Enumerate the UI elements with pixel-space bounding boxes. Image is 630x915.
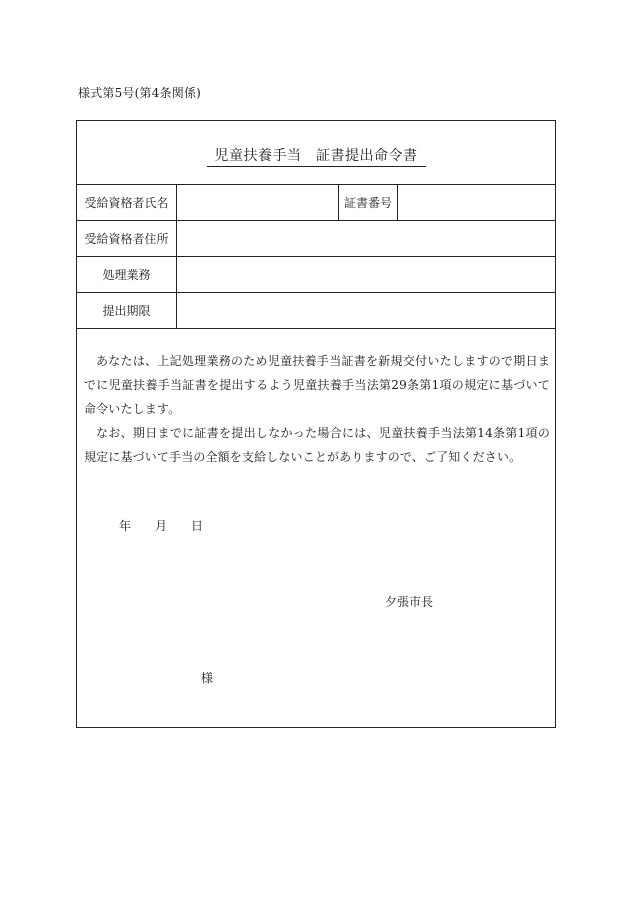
issue-date	[119, 517, 203, 534]
title-row	[77, 121, 555, 185]
order-body-text	[84, 349, 550, 469]
document-title-text: 児童扶養手当 証書提出命令書	[207, 145, 426, 167]
deadline-field[interactable]	[178, 293, 554, 328]
row-processing-task	[77, 257, 555, 293]
recipient-address-label: 受給資格者住所	[77, 221, 177, 256]
document-title	[77, 145, 555, 167]
row-deadline	[77, 293, 555, 329]
processing-task-label: 処理業務	[77, 257, 177, 292]
recipient-honorific: 様	[201, 671, 214, 685]
date-year: 年	[119, 519, 132, 533]
date-day: 日	[191, 519, 204, 533]
recipient-address-field[interactable]	[178, 221, 554, 256]
recipient-name-label: 受給資格者氏名	[77, 185, 177, 220]
body-paragraph-1: あなたは、上記処理業務のため児童扶養手当証書を新規交付いたしますので期日までに児童扶養手当証書を提出するよう児童扶養手当法第29条第1項の規定に基づいて命令いたします。	[84, 354, 550, 416]
order-form-frame	[76, 120, 556, 728]
body-paragraph-2: なお、期日までに証書を提出しなかった場合には、児童扶養手当法第14条第1項の規定に基づいて手当の全額を支給しないことがありますので、ご了知ください。	[84, 426, 550, 464]
date-month: 月	[155, 519, 168, 533]
certificate-number-label: 証書番号	[338, 185, 398, 220]
form-number-label: 様式第5号(第4条関係)	[78, 86, 202, 100]
row-recipient-address	[77, 221, 555, 257]
deadline-label: 提出期限	[77, 293, 177, 328]
certificate-number-field[interactable]	[398, 185, 555, 220]
issuer-name: 夕張市長	[385, 595, 434, 609]
recipient-name-field[interactable]	[178, 185, 338, 220]
processing-task-field[interactable]	[178, 257, 554, 292]
row-recipient-name	[77, 185, 555, 221]
